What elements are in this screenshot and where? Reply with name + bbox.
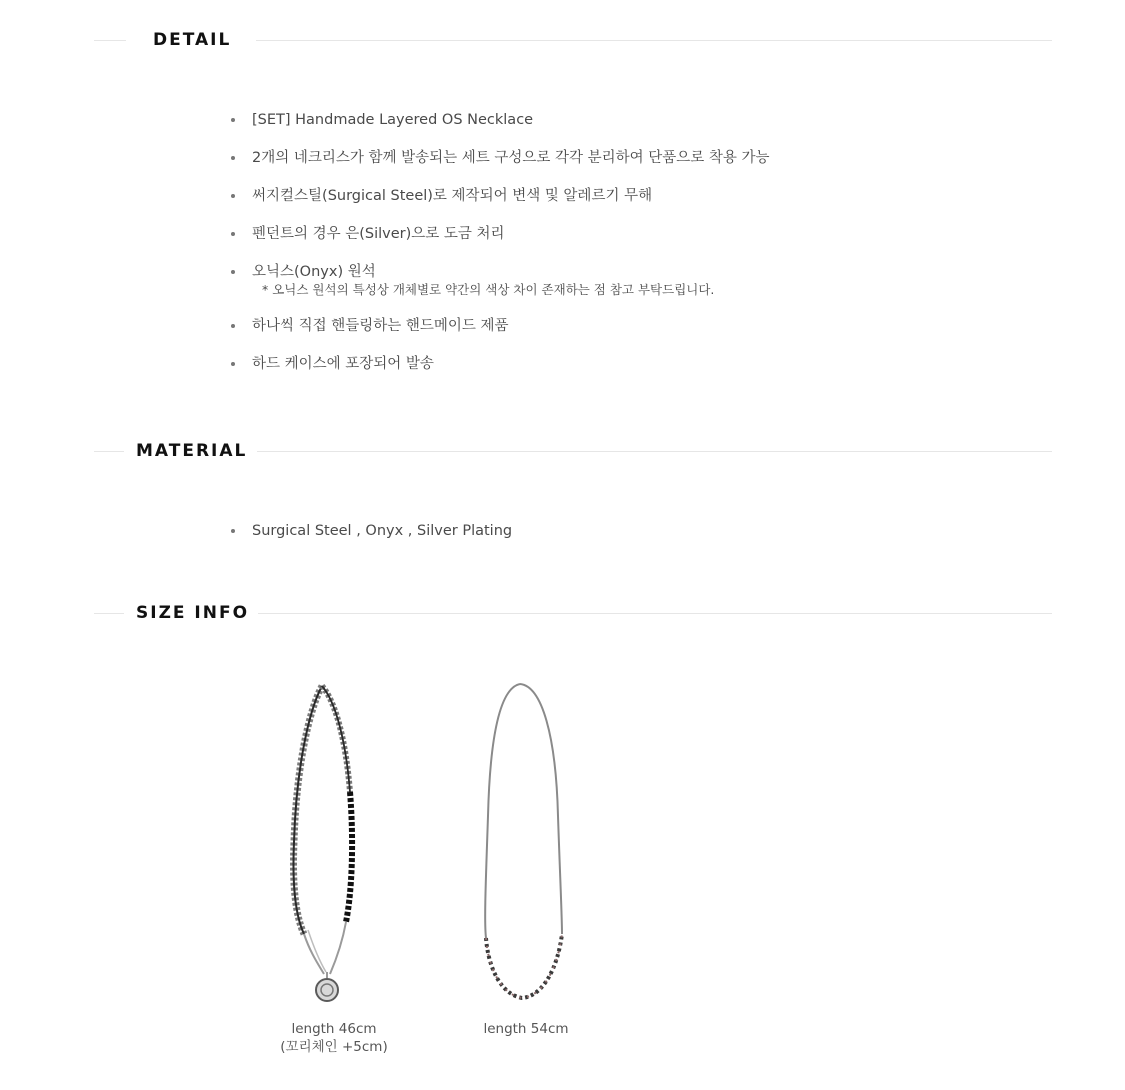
- bullet-icon: [231, 194, 235, 198]
- detail-item: [230, 149, 770, 167]
- length-text: length 46cm: [291, 1021, 377, 1037]
- bullet-icon: [231, 529, 235, 533]
- detail-item: [230, 225, 770, 243]
- detail-item-text: 오닉스(Onyx) 원석: [252, 264, 376, 280]
- divider-line-left: [94, 613, 124, 614]
- divider-line-left: [94, 451, 124, 452]
- detail-item: [230, 111, 770, 129]
- bullet-icon: [231, 232, 235, 236]
- detail-item: [230, 317, 770, 335]
- bullet-icon: [231, 156, 235, 160]
- necklace-46cm-image: [270, 672, 390, 1012]
- detail-title: DETAIL: [153, 30, 232, 50]
- length-text: length 54cm: [483, 1021, 569, 1037]
- material-list: [230, 522, 512, 540]
- material-item-text: Surgical Steel , Onyx , Silver Plating: [252, 523, 513, 539]
- detail-item-text: 펜던트의 경우 은(Silver)으로 도금 처리: [252, 226, 505, 242]
- bullet-icon: [231, 324, 235, 328]
- size-info-section-header: [94, 602, 1052, 626]
- divider-line-right: [257, 451, 1052, 452]
- divider-line-left: [94, 40, 126, 41]
- necklace-46cm-label: [262, 1020, 406, 1056]
- necklace-54cm-label: [454, 1020, 598, 1038]
- necklace-54cm-image: [470, 676, 580, 1006]
- detail-item: [230, 263, 770, 299]
- material-section-header: [94, 440, 1052, 464]
- detail-list: [230, 111, 770, 373]
- bullet-icon: [231, 270, 235, 274]
- divider-line-right: [256, 40, 1052, 41]
- detail-section-header: [94, 29, 1052, 53]
- detail-item-text: [SET] Handmade Layered OS Necklace: [252, 112, 534, 128]
- material-item: [230, 522, 512, 540]
- detail-item-text: 하드 케이스에 포장되어 발송: [252, 356, 434, 372]
- material-title: MATERIAL: [136, 441, 248, 461]
- detail-item-note: * 오닉스 원석의 특성상 개체별로 약간의 색상 차이 존재하는 점 참고 부탁드립니다.: [262, 282, 715, 297]
- detail-item-text: 2개의 네크리스가 함께 발송되는 세트 구성으로 각각 분리하여 단품으로 착용 가능: [252, 150, 770, 166]
- divider-line-right: [258, 613, 1052, 614]
- tail-chain-text: (꼬리체인 +5cm): [280, 1039, 388, 1055]
- detail-item-text: 써지컬스틸(Surgical Steel)로 제작되어 변색 및 알레르기 무해: [252, 188, 653, 204]
- size-info-title: SIZE INFO: [136, 603, 250, 623]
- bullet-icon: [231, 118, 235, 122]
- detail-item-text: 하나씩 직접 핸들링하는 핸드메이드 제품: [252, 318, 509, 334]
- detail-item: [230, 187, 770, 205]
- detail-item: [230, 355, 770, 373]
- bullet-icon: [231, 362, 235, 366]
